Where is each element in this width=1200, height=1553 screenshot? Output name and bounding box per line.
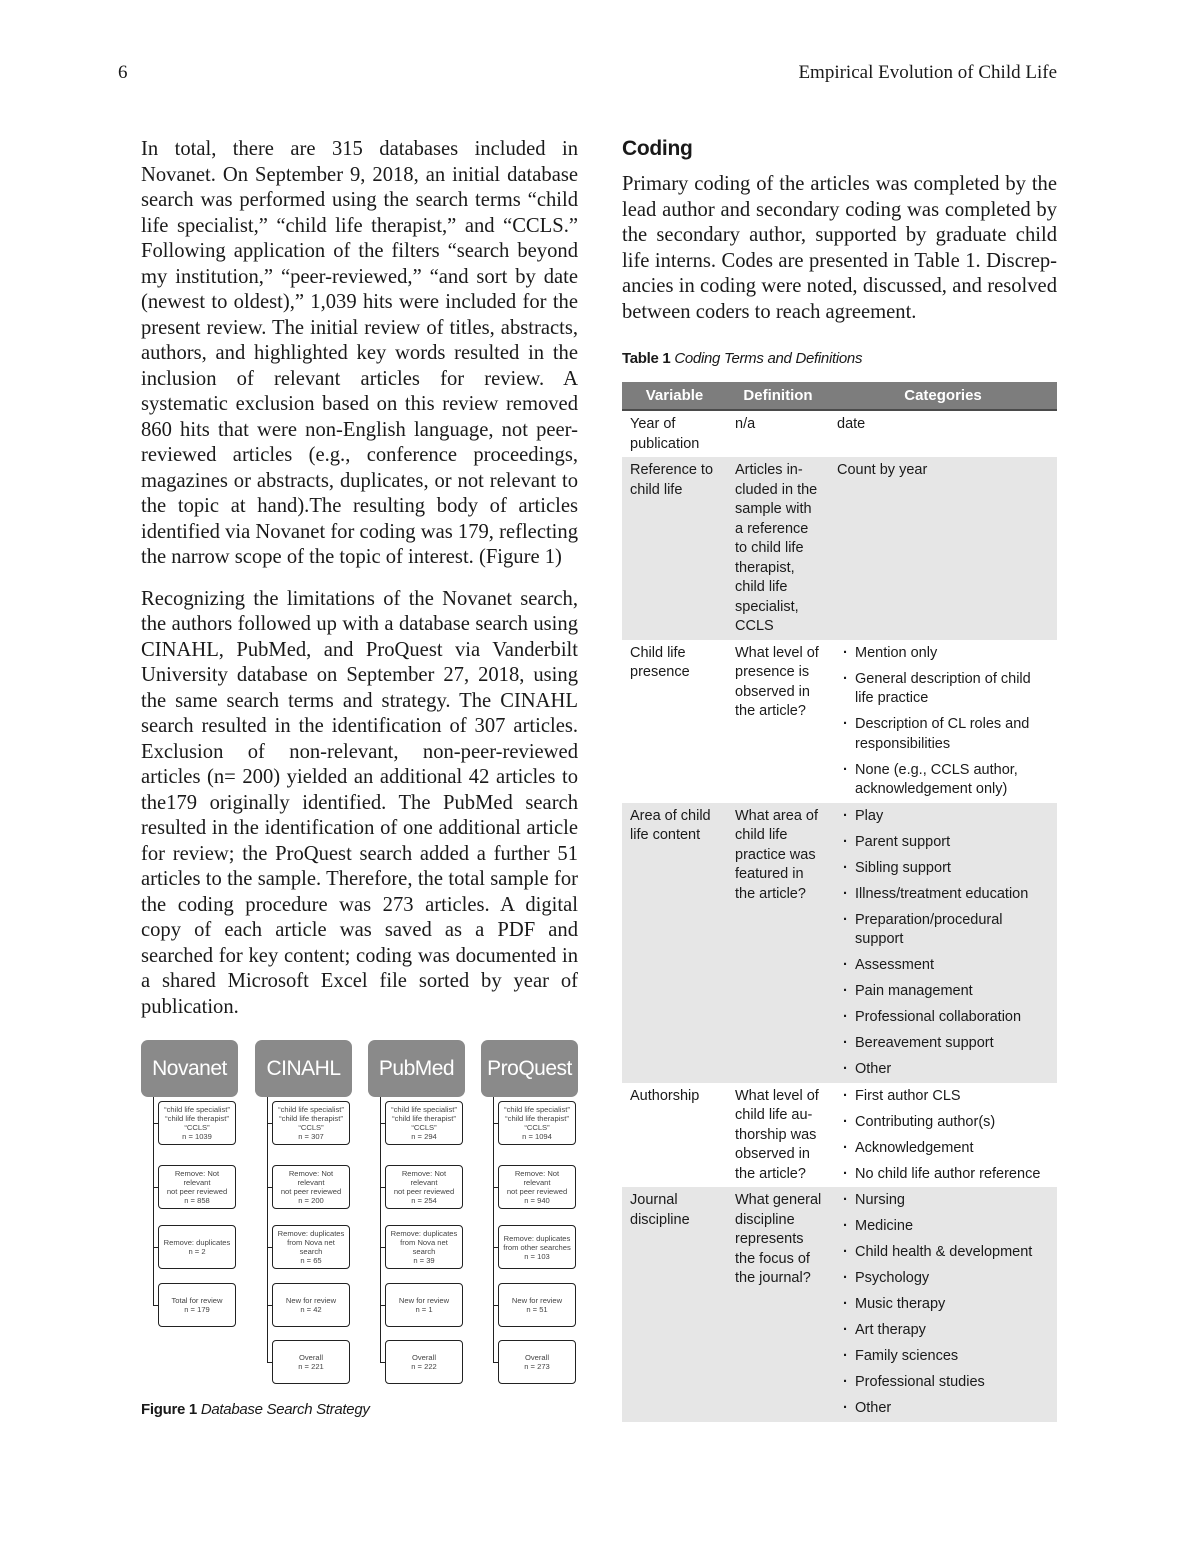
definition-cell: Articles included in the sample with a reference to child life therapist, child life specialist, CCLS: [727, 457, 829, 640]
category-item: · None (e.g., CCLS author, acknowledgement only): [837, 761, 1051, 800]
category-item: · Professional collaboration: [837, 1008, 1051, 1028]
category-item: · Nursing: [837, 1191, 1051, 1211]
categories-cell: [829, 1083, 1057, 1188]
section-heading: Coding: [622, 137, 693, 160]
category-item: · First author CLS: [837, 1087, 1051, 1107]
flow-step-text: Overall: [524, 1353, 550, 1362]
table-caption-label: Table 1: [622, 350, 671, 367]
variable-cell: Year of publication: [630, 416, 700, 452]
flow-step-box: [272, 1101, 350, 1145]
category-item: · No child life author reference: [837, 1165, 1051, 1185]
database-header: PubMed: [368, 1040, 465, 1097]
flow-step-text: Total for review: [171, 1296, 223, 1305]
category-item: · Professional studies: [837, 1373, 1051, 1393]
left-column: [141, 137, 578, 1036]
table-row: [622, 457, 1057, 640]
flow-step-text: Remove: duplicates: [277, 1229, 345, 1238]
flow-step-text: “CCLS”: [298, 1123, 324, 1132]
flow-step-box: [385, 1225, 463, 1269]
flow-step-text: “child life specialist”: [504, 1105, 570, 1114]
flow-step-text: “CCLS”: [524, 1123, 550, 1132]
flow-step-text: “child life therapist”: [165, 1114, 229, 1123]
category-item: · Art therapy: [837, 1321, 1051, 1341]
connector-line: [153, 1097, 154, 1305]
definition-cell: What level of child life authorship was observed in the article?: [735, 1087, 819, 1182]
flow-step-text: Remove: Not relevant: [514, 1169, 560, 1187]
database-header: Novanet: [141, 1040, 238, 1097]
connector-line: [380, 1097, 381, 1362]
running-head: Empirical Evolution of Child Life: [798, 62, 1057, 83]
flow-step-box: [498, 1283, 576, 1327]
flow-step-text: n = 200: [298, 1196, 324, 1205]
category-list: [837, 807, 1051, 1080]
figure-caption: [141, 1401, 370, 1418]
flow-step-box: [272, 1165, 350, 1209]
flow-step-text: n = 65: [300, 1256, 322, 1265]
flow-step-text: not peer reviewed: [280, 1187, 342, 1196]
flow-step-text: n = 940: [524, 1196, 550, 1205]
flow-step-text: n = 254: [411, 1196, 437, 1205]
table-row: [622, 410, 1057, 457]
flow-step-text: Overall: [298, 1353, 324, 1362]
flow-step-text: New for review: [398, 1296, 450, 1305]
flow-step-text: Remove: Not relevant: [288, 1169, 334, 1187]
table-row: [622, 1083, 1057, 1188]
flow-step-text: not peer reviewed: [506, 1187, 568, 1196]
table-row: [622, 1187, 1057, 1422]
page-number: 6: [118, 62, 128, 83]
flow-step-box: [498, 1340, 576, 1384]
flow-step-text: from Nova net search: [400, 1238, 448, 1256]
category-item: · Bereavement support: [837, 1034, 1051, 1054]
flow-step-text: n = 2: [188, 1247, 206, 1256]
flow-step-text: not peer reviewed: [393, 1187, 455, 1196]
body-paragraph: In total, there are 315 databases included in Novanet. On September 9, 2018, an initial database search was performed using the search terms “child life specialist,” “child life therapist,” and “CCLS.” Following application of the filters “search beyond my institution,” “peer-reviewed,” “and sort by date (newest to oldest),” 1,039 hits were included for the present review. The initial review of titles, abstracts, authors, and highlighted key words resulted in the inclusion of relevant articles for review. A systematic exclusion based on this review removed 860 hits that were non-English language, not peer-reviewed articles (e.g., conference proceedings, magazines or abstracts, duplicates, or not relevant to the topic at hand).The resulting body of articles identified via Novanet for coding was 179, reflecting the narrow scope of the topic of interest. (Figure 1): [141, 138, 578, 568]
definition-cell: What level of presence is observed in the article?: [735, 644, 819, 719]
variable-cell: Reference to child life: [622, 457, 727, 640]
body-paragraph: Recognizing the limitations of the Novanet search, the authors followed up with a database search using CINAHL, PubMed, and ProQuest via Vanderbilt University database on September 27, 2018, using the same search terms and strategy. The CINAHL search resulted in the identification of 307 articles. Exclusion of non-relevant, non-peer-reviewed articles (n= 200) yielded an additional 42 articles to the179 originally identified. The PubMed search resulted in the identification of one additional article for review; the ProQuest search added a further 51 articles to the sample. Therefore, the total sample for the coding procedure was 273 articles. A digital copy of each article was saved as a PDF and searched for key content; coding was documented in a shared Microsoft Excel file sorted by year of publication.: [141, 587, 578, 1018]
flow-step-box: [272, 1340, 350, 1384]
connector-line: [267, 1097, 268, 1362]
table-caption-title: Coding Terms and Definitions: [674, 350, 863, 367]
database-header: CINAHL: [255, 1040, 352, 1097]
flow-step-text: Remove: duplicates: [390, 1229, 458, 1238]
flow-step-box: [498, 1225, 576, 1269]
category-item: · Play: [837, 807, 1051, 827]
category-item: · Psychology: [837, 1269, 1051, 1289]
flow-step-text: n = 294: [411, 1132, 437, 1141]
category-item: · Sibling support: [837, 859, 1051, 879]
column-header: Definition: [727, 382, 829, 410]
flow-step-text: n = 1094: [522, 1132, 552, 1141]
category-item: · Contributing author(s): [837, 1113, 1051, 1133]
flow-step-text: “CCLS”: [411, 1123, 437, 1132]
definition-cell: What general discipline represents the focus of the journal?: [727, 1187, 829, 1422]
categories-cell: date: [837, 416, 866, 432]
coding-table: [622, 382, 1057, 1422]
flow-step-text: “child life specialist”: [164, 1105, 230, 1114]
flow-step-text: “child life therapist”: [505, 1114, 569, 1123]
category-item: · Assessment: [837, 956, 1051, 976]
flow-step-text: Remove: Not relevant: [401, 1169, 447, 1187]
search-strategy-flowchart: [141, 1040, 581, 1390]
flow-step-box: [272, 1283, 350, 1327]
flow-step-text: “child life specialist”: [391, 1105, 457, 1114]
flow-step-text: “child life therapist”: [392, 1114, 456, 1123]
table-body: [622, 410, 1057, 1422]
database-header: ProQuest: [481, 1040, 578, 1097]
categories-cell: [829, 640, 1057, 803]
variable-cell: Authorship: [630, 1087, 700, 1104]
category-list: [837, 1087, 1051, 1185]
flow-step-text: n = 273: [524, 1362, 550, 1371]
category-item: · Preparation/procedural support: [837, 911, 1051, 950]
connector-line: [493, 1097, 494, 1362]
flow-step-text: n = 103: [524, 1251, 550, 1261]
variable-cell: Area of child life content: [622, 803, 727, 1083]
flow-step-text: n = 179: [184, 1305, 210, 1314]
flow-step-text: n = 42: [300, 1305, 322, 1314]
category-item: · Acknowledgement: [837, 1139, 1051, 1159]
category-item: · General description of child life practice: [837, 670, 1051, 709]
table-caption: [622, 350, 862, 367]
flow-step-text: n = 222: [411, 1362, 437, 1371]
column-header: Categories: [829, 382, 1057, 410]
flow-step-text: not peer reviewed: [166, 1187, 228, 1196]
variable-cell: Journal discipline: [622, 1187, 727, 1422]
category-item: · Description of CL roles and responsibilities: [837, 715, 1051, 754]
flow-step-box: [385, 1283, 463, 1327]
category-list: [837, 1191, 1051, 1419]
category-item: · Other: [837, 1399, 1051, 1419]
categories-cell: Count by year: [829, 457, 1057, 640]
categories-cell: [829, 803, 1057, 1083]
variable-cell: Child life presence: [630, 644, 690, 680]
category-item: · Mention only: [837, 644, 1051, 664]
flow-step-text: “CCLS”: [184, 1123, 210, 1132]
flow-step-box: [385, 1340, 463, 1384]
category-item: · Family sciences: [837, 1347, 1051, 1367]
flow-step-text: n = 1039: [182, 1132, 212, 1141]
category-item: · Parent support: [837, 833, 1051, 853]
flow-step-box: [385, 1165, 463, 1209]
category-list: [837, 644, 1051, 800]
flow-step-box: [158, 1165, 236, 1209]
flow-step-text: from other searches: [503, 1242, 571, 1252]
category-item: · Child health & development: [837, 1243, 1051, 1263]
flow-step-box: [272, 1225, 350, 1269]
flow-step-text: n = 858: [184, 1196, 210, 1205]
category-item: · Medicine: [837, 1217, 1051, 1237]
flow-step-text: n = 51: [526, 1305, 548, 1314]
flow-step-text: Remove: duplicates: [163, 1238, 231, 1247]
flow-step-box: [498, 1165, 576, 1209]
table-header-row: [622, 382, 1057, 410]
flow-step-text: n = 307: [298, 1132, 324, 1141]
category-item: · Illness/treatment education: [837, 885, 1051, 905]
flow-step-text: n = 1: [415, 1305, 433, 1314]
column-header: Variable: [622, 382, 727, 410]
flow-step-box: [158, 1225, 236, 1269]
definition-cell: n/a: [735, 416, 756, 432]
figure-caption-title: Database Search Strategy: [200, 1401, 370, 1418]
flow-step-box: [158, 1283, 236, 1327]
table-row: [622, 803, 1057, 1083]
flow-step-box: [385, 1101, 463, 1145]
table-row: [622, 640, 1057, 803]
definition-cell: What area of child life practice was featured in the article?: [727, 803, 829, 1083]
flow-step-text: n = 221: [298, 1362, 324, 1371]
flow-step-text: New for review: [285, 1296, 337, 1305]
flow-step-text: from Nova net search: [287, 1238, 335, 1256]
body-paragraph: Primary coding of the articles was completed by the lead author and secondary coding was completed by the secondary author, supported by graduate child life interns. Codes are presented in Table 1. Discrepancies in coding were noted, discussed, and resolved between coders to reach agreement.: [622, 173, 1057, 323]
right-column: [622, 137, 1057, 325]
categories-cell: [829, 1187, 1057, 1422]
flow-step-box: [158, 1101, 236, 1145]
flow-step-text: Remove: duplicates: [503, 1233, 571, 1243]
flow-step-text: Overall: [411, 1353, 437, 1362]
figure-caption-label: Figure 1: [141, 1401, 197, 1418]
category-item: · Other: [837, 1060, 1051, 1080]
flow-step-box: [498, 1101, 576, 1145]
category-item: · Pain management: [837, 982, 1051, 1002]
flow-step-text: Remove: Not relevant: [174, 1169, 220, 1187]
flow-step-text: n = 39: [413, 1256, 435, 1265]
flow-step-text: “child life therapist”: [279, 1114, 343, 1123]
category-item: · Music therapy: [837, 1295, 1051, 1315]
flow-step-text: New for review: [511, 1296, 563, 1305]
flow-step-text: “child life specialist”: [278, 1105, 344, 1114]
